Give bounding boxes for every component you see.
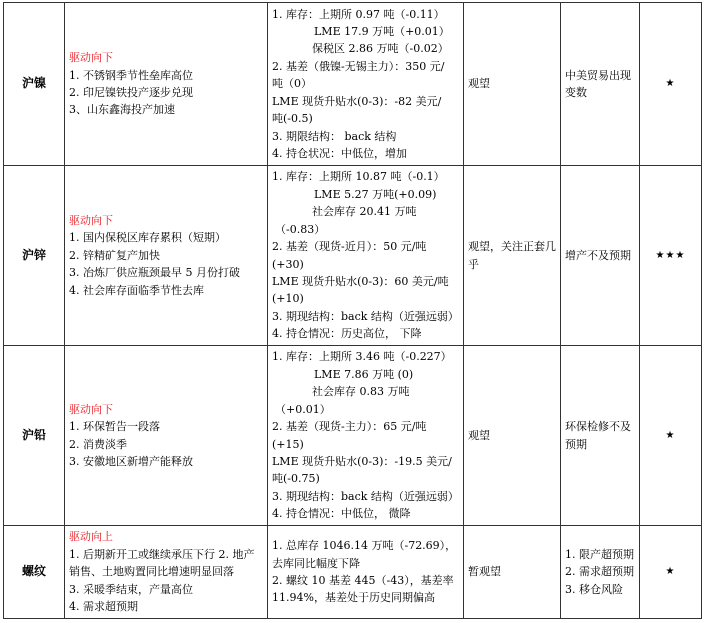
data-line: （-0.83） bbox=[275, 222, 326, 236]
risk-cell bbox=[561, 526, 640, 619]
driver-item: 3. 安徽地区新增产能释放 bbox=[69, 454, 193, 468]
commodity-name: 螺纹 bbox=[4, 526, 65, 619]
drivers-head: 驱动向上 bbox=[69, 530, 113, 544]
data-line: 1. 库存：上期所 0.97 吨（-0.11） bbox=[272, 7, 445, 21]
driver-item: 1. 不锈钢季节性垒库高位 bbox=[69, 68, 193, 82]
view-cell: 观望 bbox=[464, 346, 561, 526]
drivers-cell bbox=[65, 166, 268, 346]
data-line: 1. 总库存 1046.14 万吨（-72.69），去库同比幅度下降 bbox=[272, 539, 457, 570]
view-cell: 观望 bbox=[464, 3, 561, 166]
rating-stars: ★ bbox=[640, 346, 702, 526]
data-line: 社会库存 0.83 万吨 bbox=[312, 385, 410, 399]
data-line: LME 7.86 万吨 (0) bbox=[314, 367, 414, 381]
driver-item: 3. 冶炼厂供应瓶颈最早 5 月份打破 bbox=[69, 266, 240, 280]
driver-item: 3. 采暖季结束，产量高位 bbox=[69, 582, 193, 596]
data-line: 吨（0） bbox=[272, 77, 312, 91]
data-line: （+0.01） bbox=[275, 402, 331, 416]
driver-item: 1. 环保暂告一段落 bbox=[69, 420, 160, 434]
data-line: (+30) bbox=[272, 257, 304, 271]
table-row bbox=[4, 526, 702, 619]
drivers-head: 驱动向下 bbox=[69, 213, 113, 227]
table-row bbox=[4, 3, 702, 166]
data-line: 2. 螺纹 10 基差 445（-43），基差率 11.94%，基差处于历史同期偏高 bbox=[272, 574, 454, 605]
risk-item: 1. 限产超预期 bbox=[565, 547, 634, 561]
driver-item: 4. 需求超预期 bbox=[69, 600, 138, 614]
drivers-cell bbox=[65, 526, 268, 619]
drivers-cell bbox=[65, 346, 268, 526]
data-line: LME 现货升贴水(0-3)：-82 美元/ bbox=[272, 94, 442, 108]
commodity-name: 沪镍 bbox=[4, 3, 65, 166]
data-line: LME 现货升贴水(0-3)：60 美元/吨 bbox=[272, 274, 449, 288]
data-line: 1. 库存：上期所 3.46 吨（-0.227） bbox=[272, 350, 452, 364]
driver-item: 1. 国内保税区库存累积（短期） bbox=[69, 231, 226, 245]
data-line: LME 5.27 万吨(+0.09) bbox=[314, 187, 437, 201]
rating-stars: ★★★ bbox=[640, 166, 702, 346]
table-row bbox=[4, 166, 702, 346]
data-line: 吨(-0.5) bbox=[272, 112, 313, 126]
risk-item: 3. 移仓风险 bbox=[565, 582, 623, 596]
data-line: (+10) bbox=[272, 292, 304, 306]
view-cell: 观望，关注正套几乎 bbox=[464, 166, 561, 346]
data-line: 3. 期现结构：back 结构（近强远弱） bbox=[272, 489, 459, 503]
commodity-name: 沪铅 bbox=[4, 346, 65, 526]
driver-item: 4. 社会库存面临季节性去库 bbox=[69, 283, 204, 297]
data-line: 2. 基差（现货-主力）：65 元/吨 bbox=[272, 420, 427, 434]
drivers-cell bbox=[65, 3, 268, 166]
rating-stars: ★ bbox=[640, 3, 702, 166]
commodity-table bbox=[3, 2, 702, 619]
drivers-head: 驱动向下 bbox=[69, 51, 113, 65]
data-line: 4. 持仓情况：历史高位， 下降 bbox=[272, 327, 422, 341]
data-line: 吨(-0.75) bbox=[272, 472, 320, 486]
driver-item: 2. 印尼镍铁投产逐步兑现 bbox=[69, 86, 193, 99]
data-line: 4. 持仓状况：中低位，增加 bbox=[272, 146, 407, 160]
data-line: LME 现货升贴水(0-3)：-19.5 美元/ bbox=[272, 454, 452, 468]
driver-item: 3、山东鑫海投产加速 bbox=[69, 103, 175, 117]
data-line: 保税区 2.86 万吨（-0.02） bbox=[312, 42, 449, 56]
data-line: LME 17.9 万吨（+0.01） bbox=[314, 25, 450, 39]
data-line: 3. 期现结构：back 结构（近强远弱） bbox=[272, 309, 459, 323]
risk-cell: 中美贸易出现变数 bbox=[561, 3, 640, 166]
data-line: 社会库存 20.41 万吨 bbox=[312, 205, 417, 219]
data-line: 4. 持仓情况：中低位， 微降 bbox=[272, 507, 411, 521]
data-line: (+15) bbox=[272, 437, 304, 451]
commodity-name: 沪锌 bbox=[4, 166, 65, 346]
risk-item: 2. 需求超预期 bbox=[565, 565, 634, 579]
data-cell bbox=[268, 526, 464, 619]
risk-cell: 环保检修不及预期 bbox=[561, 346, 640, 526]
data-line: 2. 基差（俄镍-无锡主力）：350 元/ bbox=[272, 59, 445, 73]
risk-cell: 增产不及预期 bbox=[561, 166, 640, 346]
data-cell bbox=[268, 346, 464, 526]
table-row bbox=[4, 346, 702, 526]
data-line: 2. 基差（现货-近月）：50 元/吨 bbox=[272, 240, 427, 254]
data-cell bbox=[268, 166, 464, 346]
view-cell: 暂观望 bbox=[464, 526, 561, 619]
driver-item: 2. 锌精矿复产加快 bbox=[69, 248, 160, 262]
driver-item: 1. 后期新开工或继续承压下行 2. 地产销售、土地购置同比增速明显回落 bbox=[69, 547, 255, 579]
drivers-head: 驱动向下 bbox=[69, 402, 113, 416]
driver-item: 2. 消费淡季 bbox=[69, 437, 127, 451]
data-cell bbox=[268, 3, 464, 166]
rating-stars: ★ bbox=[640, 526, 702, 619]
data-line: 1. 库存：上期所 10.87 吨（-0.1） bbox=[272, 170, 445, 184]
data-line: 3. 期限结构： back 结构 bbox=[272, 129, 397, 143]
